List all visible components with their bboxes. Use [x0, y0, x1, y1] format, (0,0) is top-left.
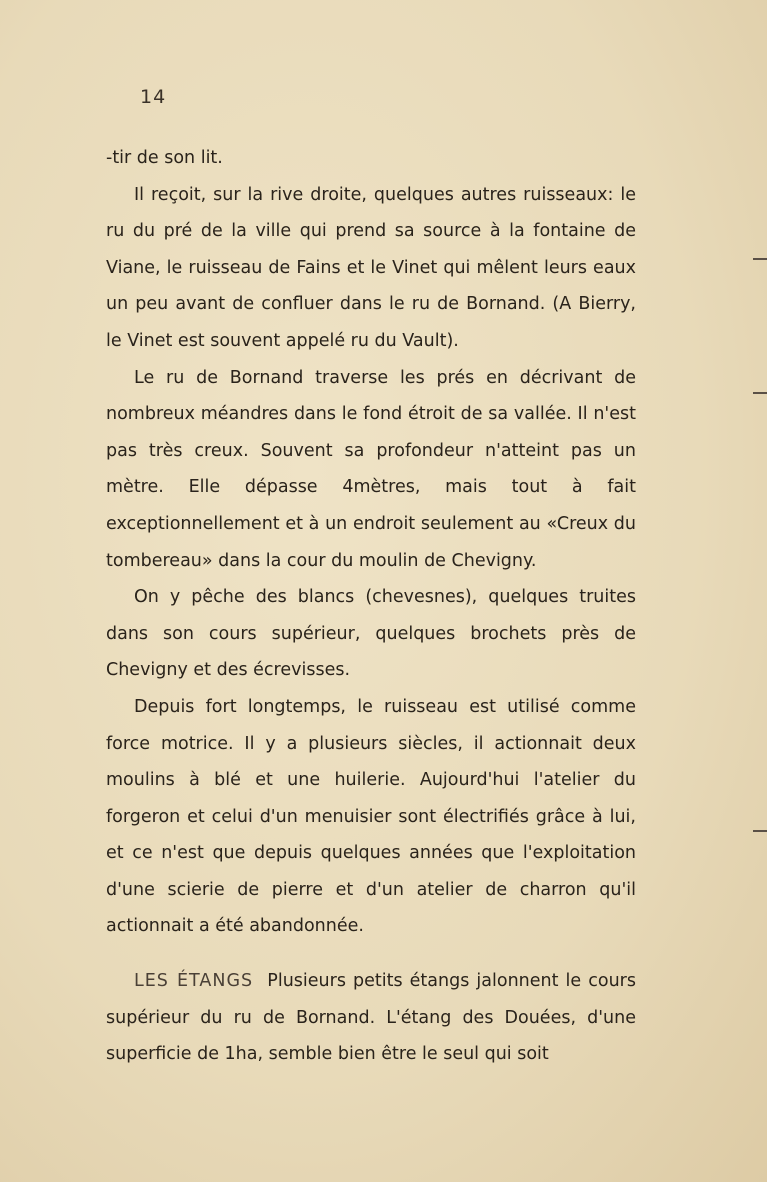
paragraph: -tir de son lit. [106, 148, 223, 168]
edge-mark [753, 392, 767, 394]
edge-mark [753, 830, 767, 832]
paragraph: On y pêche des blancs (chevesnes), quelques truites dans son cours supérieur, quelques brochets près de Chevigny et des écrevisses. [106, 587, 636, 681]
paragraph: Le ru de Bornand traverse les prés en décrivant de nombreux méandres dans le fond étroit de sa vallée. Il n'est pas très creux. Souvent sa profondeur n'atteint pas un mètre. Elle dépasse 4mètres, mais tout à fait exceptionnellement et à un endroit seulement au «Creux du tombereau» dans la cour du moulin de Chevigny. [106, 367, 636, 571]
paragraph-section [106, 963, 636, 1073]
section-text: Plusieurs petits étangs jalonnent le cours supérieur du ru de Bornand. L'étang des Douées, d'une superficie de 1ha, semble bien être le seul qui soit [106, 971, 636, 1065]
body-text [106, 140, 636, 1073]
edge-mark [753, 258, 767, 260]
page-number: 14 [140, 86, 167, 108]
paragraph: Il reçoit, sur la rive droite, quelques autres ruisseaux: le ru du pré de la ville qui prend sa source à la fontaine de Viane, le ruisseau de Fains et le Vinet qui mêlent leurs eaux un peu avant de confluer dans le ru de Bornand. (A Bierry, le Vinet est souvent appelé ru du Vault). [106, 184, 636, 351]
section-title: LES ÉTANGS [134, 971, 254, 992]
paragraph: Depuis fort longtemps, le ruisseau est utilisé comme force motrice. Il y a plusieurs siècles, il actionnait deux moulins à blé et une huilerie. Aujourd'hui l'atelier du forgeron et celui d'un menuisier sont électrifiés grâce à lui, et ce n'est que depuis quelques années que l'exploitation d'une scierie de pierre et d'un atelier de charron qu'il actionnait a été abandonnée. [106, 696, 636, 937]
